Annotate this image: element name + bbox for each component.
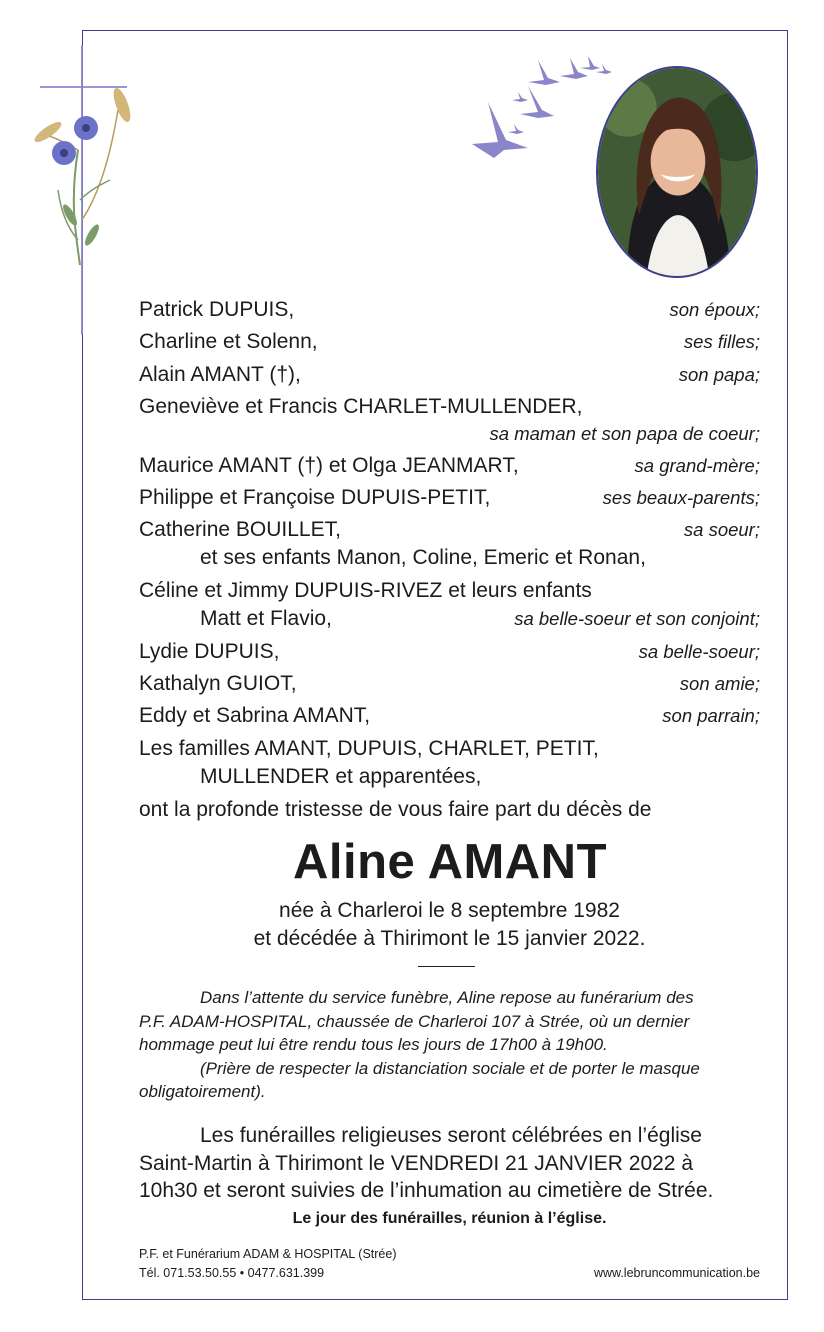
family-name: Alain AMANT (†), xyxy=(139,363,301,386)
family-name: Lydie DUPUIS, xyxy=(139,640,280,663)
birth-info: née à Charleroi le 8 septembre 1982 xyxy=(279,899,620,922)
family-relation: ses filles; xyxy=(683,331,760,352)
family-relation: son amie; xyxy=(679,673,760,694)
family-name: Philippe et Françoise DUPUIS-PETIT, xyxy=(139,486,491,509)
deceased-name: Aline AMANT xyxy=(293,835,607,889)
death-info: et décédée à Thirimont le 15 janvier 2022. xyxy=(253,927,646,950)
footer-company: P.F. et Funérarium ADAM & HOSPITAL (Strée) xyxy=(139,1247,397,1261)
service-line: obligatoirement). xyxy=(139,1082,266,1101)
portrait-photo xyxy=(596,66,758,278)
family-relation: sa grand-mère; xyxy=(634,455,760,476)
birds-icon xyxy=(468,52,618,160)
service-line: hommage peut lui être rendu tous les jours de 17h00 à 19h00. xyxy=(139,1035,608,1054)
announcement-text: ont la profonde tristesse de vous faire part du décès de xyxy=(139,798,652,821)
family-relation: son papa; xyxy=(678,364,760,385)
family-name: MULLENDER et apparentées, xyxy=(200,765,482,788)
family-name: Céline et Jimmy DUPUIS-RIVEZ et leurs enfants xyxy=(139,579,592,602)
family-name: Maurice AMANT (†) et Olga JEANMART, xyxy=(139,454,519,477)
family-relation: sa belle-soeur; xyxy=(638,641,760,662)
family-relation: son époux; xyxy=(669,299,760,320)
service-line: P.F. ADAM-HOSPITAL, chaussée de Charleroi 107 à Strée, où un dernier xyxy=(139,1011,690,1031)
footer-website[interactable]: www.lebruncommunication.be xyxy=(593,1266,760,1280)
service-paragraph xyxy=(139,986,761,1104)
family-name: Geneviève et Francis CHARLET-MULLENDER, xyxy=(139,395,583,418)
family-name: Eddy et Sabrina AMANT, xyxy=(139,704,371,727)
funeral-line: Saint-Martin à Thirimont le VENDREDI 21 JANVIER 2022 à xyxy=(139,1151,693,1175)
family-relation: ses beaux-parents; xyxy=(602,487,760,508)
service-line: (Prière de respecter la distanciation sociale et de porter le masque xyxy=(200,1058,700,1078)
footer-phone: Tél. 071.53.50.55 • 0477.631.399 xyxy=(139,1266,325,1280)
funeral-line: Les funérailles religieuses seront célébrées en l’église xyxy=(200,1124,702,1147)
divider xyxy=(418,966,475,967)
family-relation: sa belle-soeur et son conjoint; xyxy=(514,608,760,629)
funeral-paragraph xyxy=(139,1122,761,1205)
family-relation: sa soeur; xyxy=(683,519,760,540)
family-name: Patrick DUPUIS, xyxy=(139,298,295,321)
family-name: Charline et Solenn, xyxy=(139,330,318,353)
family-relation: son parrain; xyxy=(662,705,760,726)
reunion-note: Le jour des funérailles, réunion à l’église. xyxy=(292,1210,607,1227)
family-name: Matt et Flavio, xyxy=(200,607,332,630)
family-name: Les familles AMANT, DUPUIS, CHARLET, PETIT, xyxy=(139,737,599,760)
service-line: Dans l’attente du service funèbre, Aline repose au funérarium des xyxy=(200,988,694,1007)
funeral-line: 10h30 et seront suivies de l’inhumation au cimetière de Strée. xyxy=(139,1179,714,1202)
family-relation: sa maman et son papa de coeur; xyxy=(489,423,760,444)
family-name: Kathalyn GUIOT, xyxy=(139,672,297,695)
family-name: et ses enfants Manon, Coline, Emeric et Ronan, xyxy=(200,546,646,569)
cross-flower-icon xyxy=(30,40,140,340)
family-name: Catherine BOUILLET, xyxy=(139,518,341,541)
